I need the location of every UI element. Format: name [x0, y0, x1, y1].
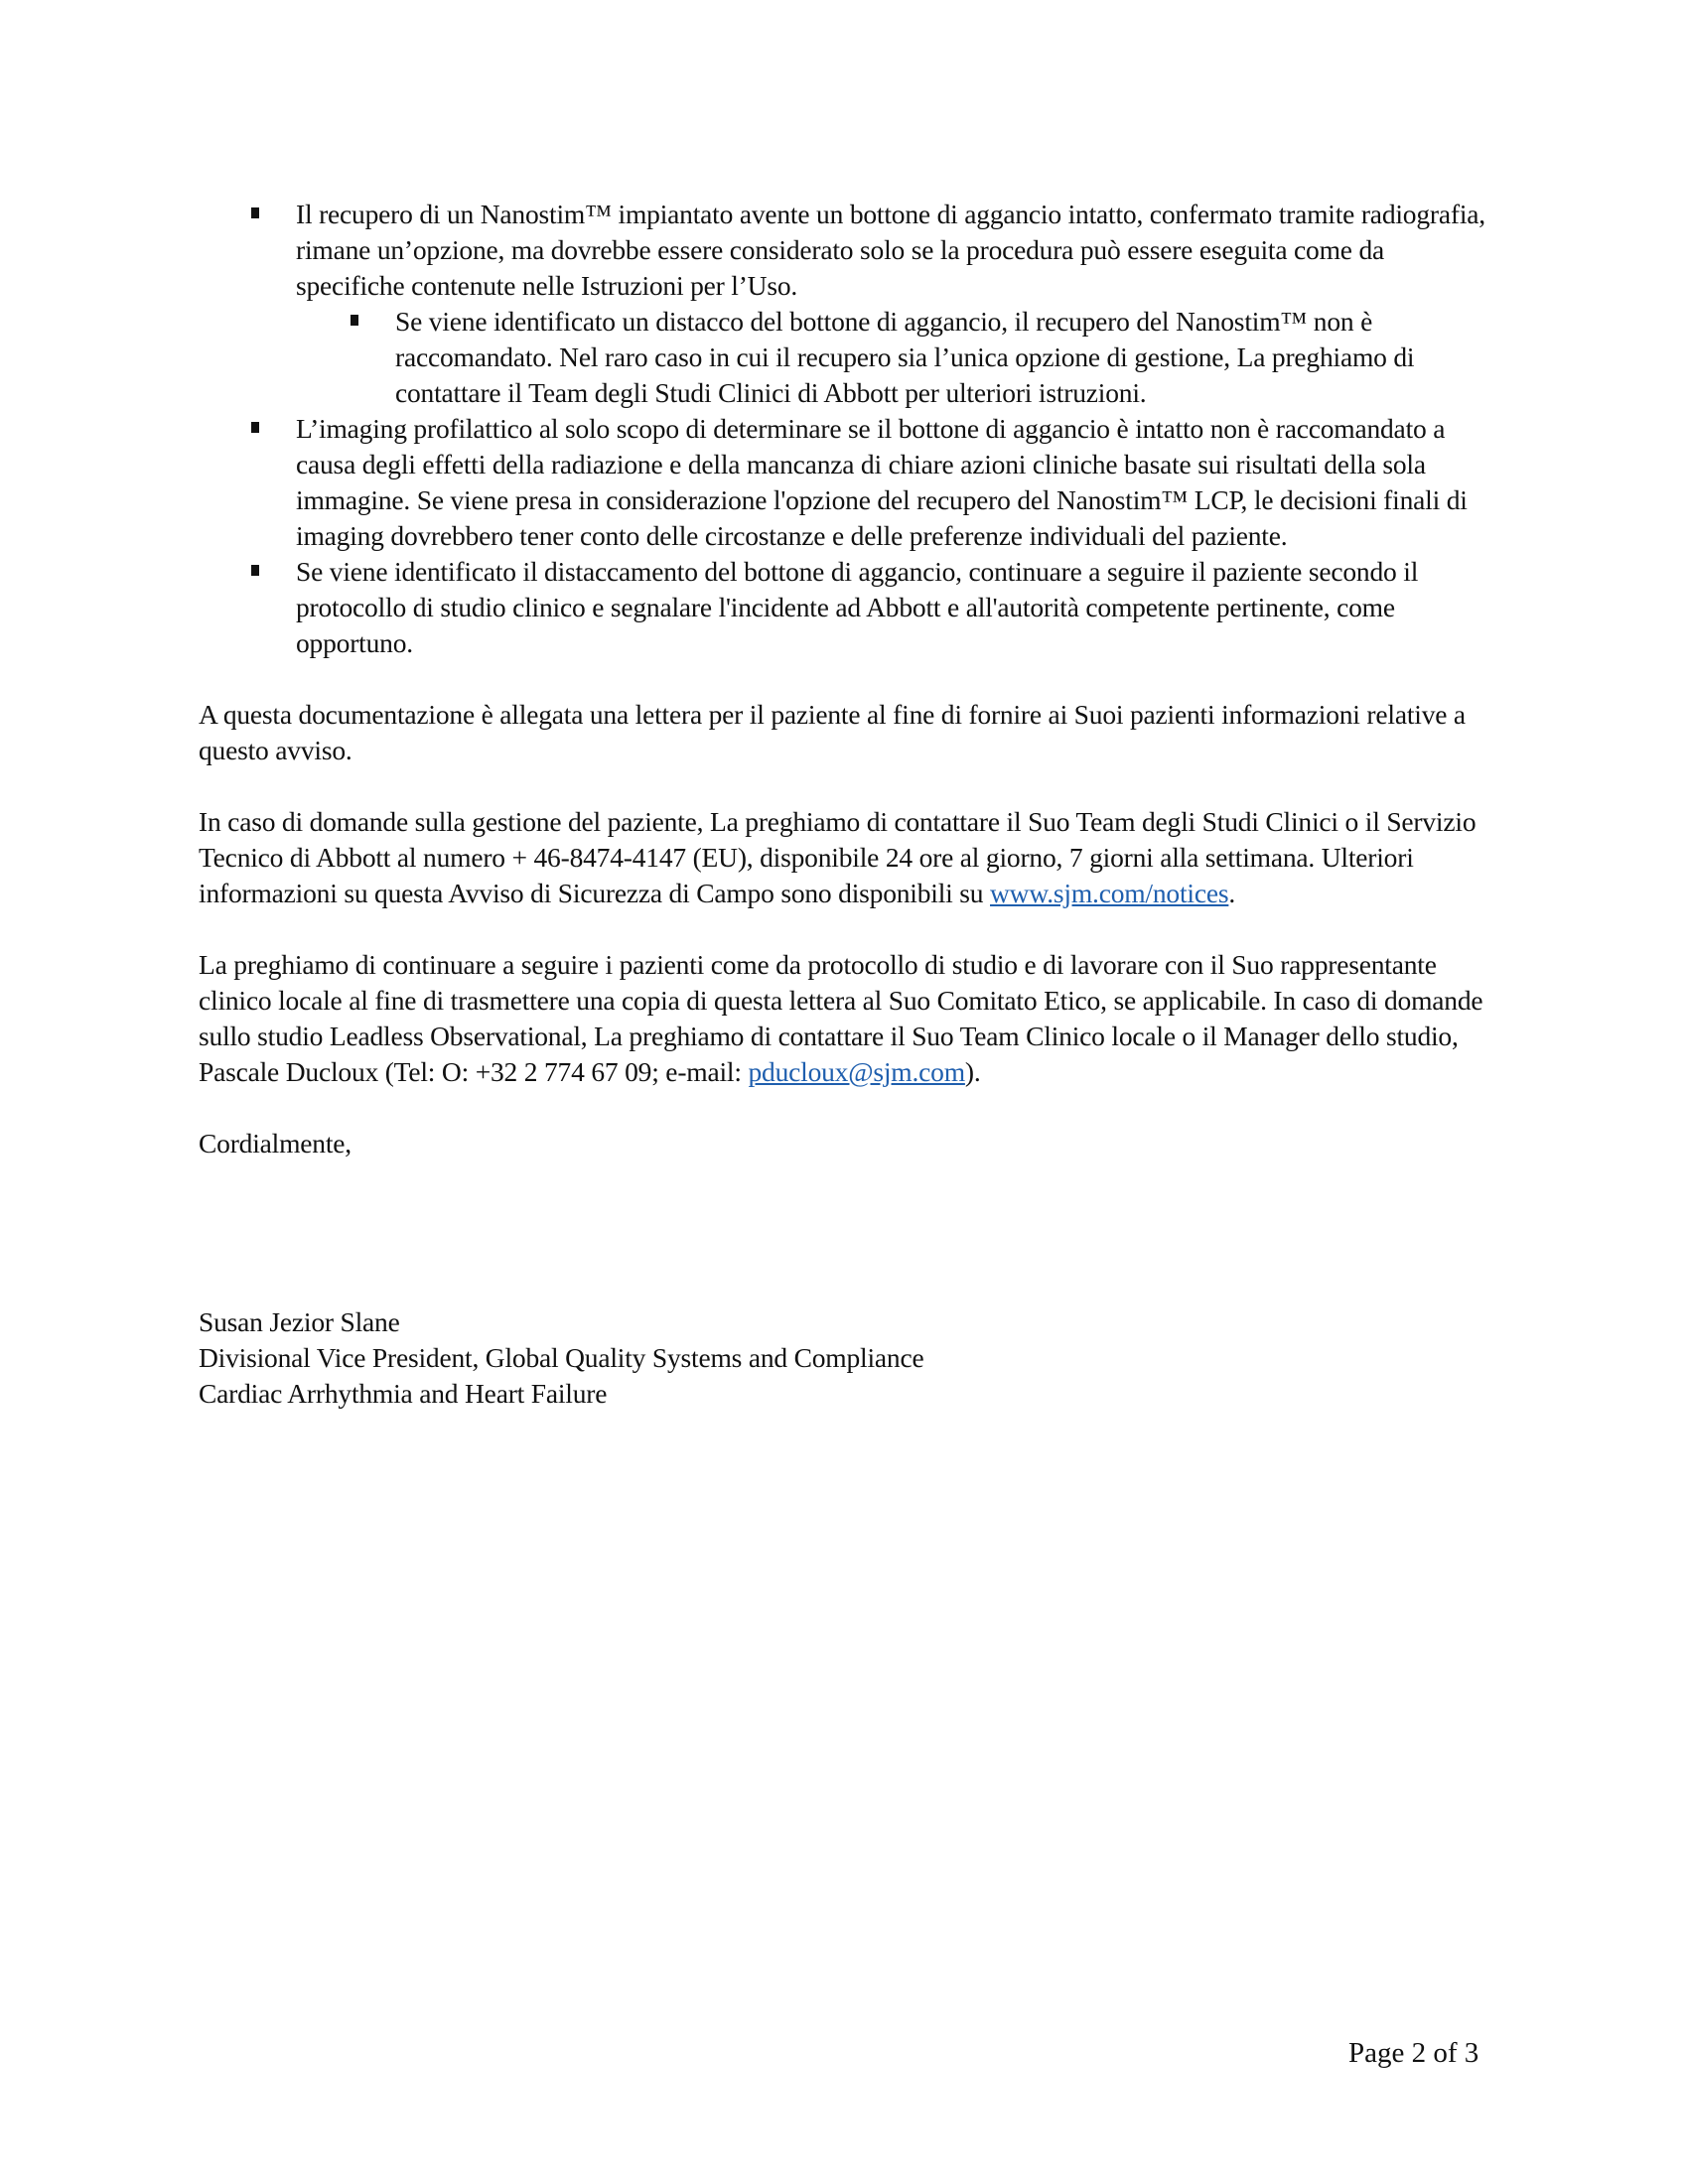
list-item-text: Se viene identificato il distaccamento del bottone di aggancio, continuare a seguire il paziente secondo il protocollo di studio clinico e segnalare l'incidente ad Abbott e all'autorità competente pertinente, come opportuno.: [296, 556, 1419, 658]
email-link[interactable]: pducloux@sjm.com: [748, 1056, 965, 1087]
signature-block: [199, 1304, 1489, 1412]
list-item: [199, 554, 1489, 661]
signatory-title: Divisional Vice President, Global Quality Systems and Compliance: [199, 1342, 924, 1373]
page-number: Page 2 of 3: [1348, 2037, 1479, 2069]
square-bullet-icon: [351, 315, 358, 326]
list-item-text: Se viene identificato un distacco del bottone di aggancio, il recupero del Nanostim™ non è raccomandato. Nel raro caso in cui il recupero sia l’unica opzione di gestione, La preghiamo di contattare il Team degli Studi Clinici di Abbott per ulteriori istruzioni.: [395, 306, 1415, 408]
signatory-name: Susan Jezior Slane: [199, 1306, 400, 1337]
contact-text-end: .: [1228, 878, 1236, 908]
recommendation-list: [199, 197, 1489, 661]
attachment-paragraph: A questa documentazione è allegata una lettera per il paziente al fine di fornire ai Suoi pazienti informazioni relative a questo avviso.: [199, 699, 1466, 765]
study-paragraph: [199, 947, 1489, 1090]
list-item-text: L’imaging profilattico al solo scopo di determinare se il bottone di aggancio è intatto non è raccomandato a causa degli effetti della radiazione e della mancanza di chiare azioni cliniche basate sui risultati della sola immagine. Se viene presa in considerazione l'opzione del recupero del Nanostim™ LCP, le decisioni finali di imaging dovrebbero tener conto delle circostanze e delle preferenze individuali del paziente.: [296, 413, 1468, 551]
contact-paragraph: [199, 804, 1489, 911]
square-bullet-icon: [251, 207, 259, 218]
notices-link[interactable]: www.sjm.com/notices: [990, 878, 1229, 908]
square-bullet-icon: [251, 422, 259, 433]
contact-text: In caso di domande sulla gestione del paziente, La preghiamo di contattare il Suo Team degli Studi Clinici o il Servizio Tecnico di Abbott al numero + 46-8474-4147 (EU), disponibile 24 ore al giorno, 7 giorni alla settimana. Ulteriori informazioni su questa Avviso di Sicurezza di Campo sono disponibili su: [199, 806, 1477, 908]
signatory-division: Cardiac Arrhythmia and Heart Failure: [199, 1378, 608, 1409]
list-item: [199, 304, 1489, 411]
square-bullet-icon: [251, 565, 259, 576]
closing: Cordialmente,: [199, 1128, 352, 1159]
list-item: [199, 411, 1489, 554]
study-text-end: ).: [964, 1056, 981, 1087]
study-text: La preghiamo di continuare a seguire i pazienti come da protocollo di studio e di lavorare con il Suo rappresentante clinico locale al fine di trasmettere una copia di questa lettera al Suo Comitato Etico, se applicabile. In caso di domande sullo studio Leadless Observational, La preghiamo di contattare il Suo Team Clinico locale o il Manager dello studio, Pascale Ducloux (Tel: O: +32 2 774 67 09; e-mail:: [199, 949, 1483, 1087]
list-item-text: Il recupero di un Nanostim™ impiantato avente un bottone di aggancio intatto, confermato tramite radiografia, rimane un’opzione, ma dovrebbe essere considerato solo se la procedura può essere eseguita come da specifiche contenute nelle Istruzioni per l’Uso.: [296, 199, 1485, 301]
list-item: [199, 197, 1489, 304]
letter-body: [199, 197, 1489, 1412]
